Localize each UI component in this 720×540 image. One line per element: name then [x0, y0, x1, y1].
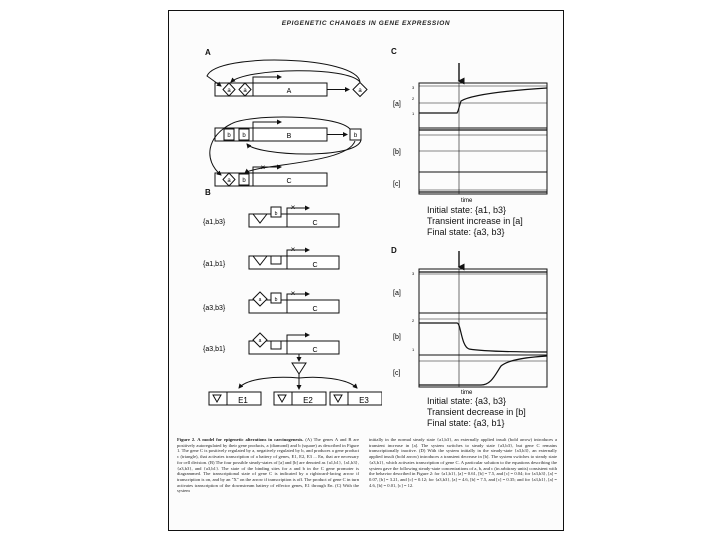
figure-caption-left	[177, 437, 359, 494]
x-axis-label: time	[461, 198, 473, 203]
gene-c-label-1: C	[312, 220, 318, 227]
product-b-label: b	[353, 133, 358, 139]
block-mark-state1: ×	[290, 203, 296, 212]
tick-1: 1	[412, 111, 415, 116]
paper-page	[168, 10, 564, 531]
panel-c-final-state: Final state: {a3, b3}	[427, 227, 505, 237]
gene-c-label-4: C	[312, 347, 318, 354]
caption-body-left: (A) The genes A and B are positively autoregulated by their gene products, a (diamond) and b (square) as described in Figure 1. The gene C is positively regulated by a, negatively regulated by b, and produces a gene product c (triangle), that activates transcription of a battery of genes, E1, E2, E3 ... En, that are necessary for cell division. (B) The four possible steady-states of [a] and [b] are denoted as {a1,b1}, {a1,b3}, {a3,b3}, and {a3,b1}. The state of the binding sites for a and b in the C gene promoter is diagrammed. The transcriptional state of gene C is indicated by a rightward-facing arrow if transcription is on, and by an "X" on the arrow if transcription is off. The product of gene C in turn activates transcription of the downstream battery of effector genes, E1 through En. (C) With the system	[177, 437, 359, 494]
panel-d-plot	[391, 251, 561, 395]
track-c-label: [c]	[393, 370, 401, 377]
block-mark-state3: ×	[290, 289, 296, 298]
caption-title: A model for epigenetic alterations in carcinogenesis.	[197, 437, 304, 442]
state-label-4: {a3,b1}	[203, 346, 226, 353]
tick-3: 3	[412, 271, 415, 276]
tick-2: 2	[412, 318, 415, 323]
gene-c-label-2: C	[312, 262, 318, 269]
panel-c-initial-state: Initial state: {a1, b3}	[427, 205, 507, 215]
site-c-a-label: a	[227, 178, 231, 184]
panel-label-c: C	[391, 47, 397, 56]
panel-label-a: A	[205, 48, 211, 57]
caption-label: Figure 2.	[177, 437, 196, 442]
site-b2-label: b	[242, 133, 246, 139]
tick-1: 1	[412, 347, 415, 352]
gene-a-label: A	[286, 88, 292, 95]
effector-e2: E2	[303, 396, 313, 405]
panel-b-diagram	[197, 196, 382, 411]
product-a-label: a	[358, 88, 362, 94]
site-a-label-3: a	[258, 297, 262, 303]
panel-d-event: Transient decrease in [b]	[427, 407, 526, 417]
tick-3: 3	[412, 85, 415, 90]
state-label-3: {a3,b3}	[203, 305, 226, 312]
site-a-label-4: a	[258, 338, 262, 344]
panel-c-event: Transient increase in [a]	[427, 216, 523, 226]
x-axis-label: time	[461, 390, 473, 395]
panel-label-d: D	[391, 246, 397, 255]
state-label-2: {a1,b1}	[203, 261, 226, 268]
panel-d-final-state: Final state: {a3, b1}	[427, 418, 505, 428]
site-a1-label: a	[227, 88, 231, 94]
site-b1-label: b	[227, 133, 231, 139]
gene-c-label-3: C	[312, 306, 318, 313]
panel-d-initial-state: Initial state: {a3, b3}	[427, 396, 507, 406]
panel-a-diagram	[197, 56, 382, 191]
site-b-label-1: b	[274, 211, 278, 217]
track-c-label: [c]	[393, 181, 401, 188]
panel-c-plot	[391, 63, 561, 203]
track-b-label: [b]	[393, 149, 401, 156]
track-a-label: [a]	[393, 101, 401, 108]
site-a2-label: a	[243, 88, 247, 94]
block-mark-c: ×	[260, 163, 266, 172]
track-b-label: [b]	[393, 334, 401, 341]
site-c-b-label: b	[242, 178, 246, 184]
gene-b-label: B	[286, 133, 292, 140]
gene-c-label: C	[286, 178, 292, 185]
panel-label-b: B	[205, 188, 211, 197]
site-b-label-3: b	[274, 297, 278, 303]
block-mark-state2: ×	[290, 245, 296, 254]
track-a-label: [a]	[393, 290, 401, 297]
tick-2: 2	[412, 96, 415, 101]
figure-caption-right: initially in the normal steady state {a1,b3}, an externally applied insult (bold arrow) introduces a transient increase in [a]. The system switches to steady state {a3,b3}, but gene C remains transcriptionally inactive. (D) With the system initially in the steady-state {a3,b3}, an externally applied insult (bold arrow) introduces a transient decrease in [b]. The system switches to steady state {a3,b1}, which activates transcription of gene C. A particular solution to the equations describing the system gave the following steady-state concentrations of a, b, and c (in arbitrary units) consistent with the behavior described in Figure 2: for {a1,b1}, [a] = 0.61, [b] = 7.5, and [c] = 0.04; for {a3,b3}, [a] = 0.07, [b] = 3.21, and [c] = 0.12; for {a3,b3}, [a] = 4.6, [b] = 7.5, and [c] = 0.35; and for {a3,b1}, [a] = 4.6, [b] = 0.01, [c] = 12.	[369, 437, 557, 488]
state-label-1: {a1,b3}	[203, 219, 226, 226]
running-header: EPIGENETIC CHANGES IN GENE EXPRESSION	[281, 20, 451, 27]
effector-e1: E1	[238, 396, 248, 405]
effector-e3: E3	[359, 396, 369, 405]
